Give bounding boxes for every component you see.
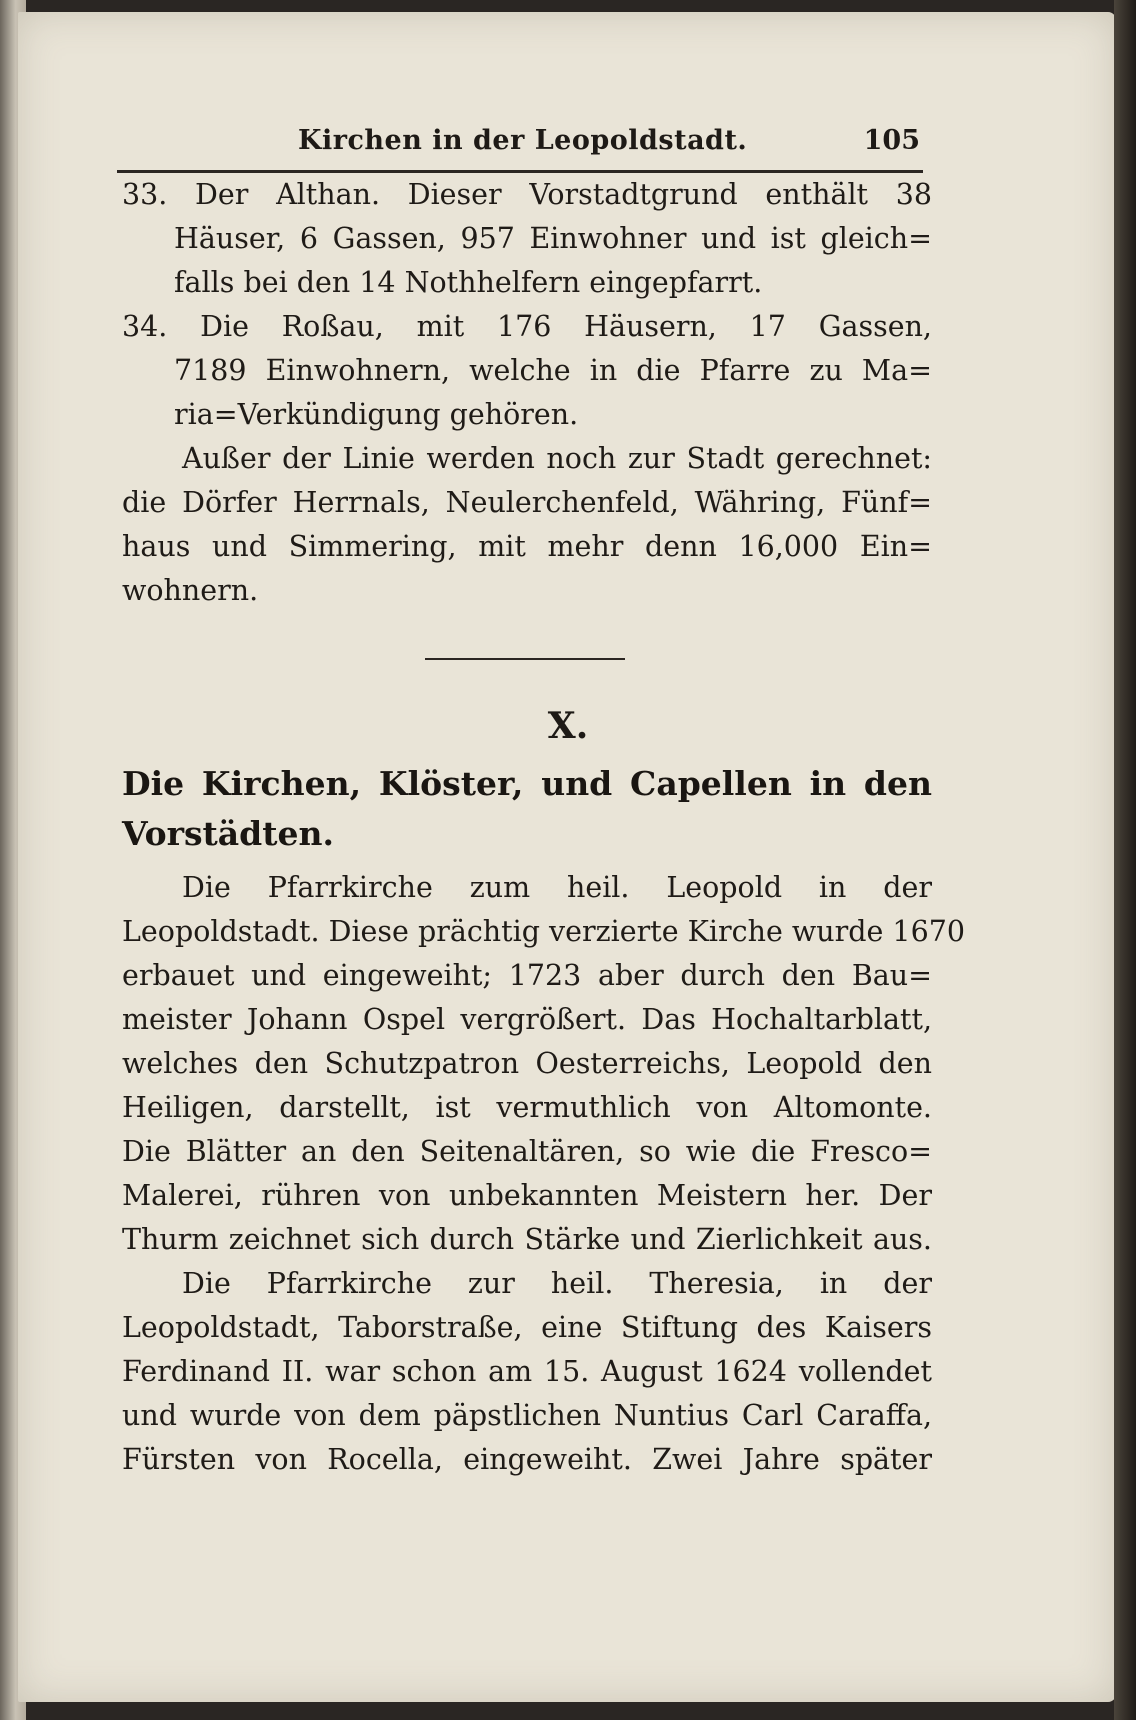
body-line-7: Die Blätter an den Seitenaltären, so wie die Fresco= — [122, 1135, 932, 1168]
text-line-2: Häuser, 6 Gassen, 957 Einwohner und ist gleich= — [174, 222, 932, 255]
page-edge-right — [1114, 0, 1136, 1720]
text-line-10: wohnern. — [122, 574, 259, 607]
text-line-8: die Dörfer Herrnals, Neulerchenfeld, Währing, Fünf= — [122, 486, 932, 519]
section-separator — [425, 658, 625, 660]
body-line-12: Ferdinand II. war schon am 15. August 1624 vollendet — [122, 1355, 932, 1388]
text-line-6: ria=Verkündigung gehören. — [174, 398, 579, 431]
text-line-9: haus und Simmering, mit mehr denn 16,000 Ein= — [122, 530, 932, 563]
running-head-title: Kirchen in der Leopoldstadt. — [298, 125, 748, 156]
running-head — [120, 125, 920, 165]
body-line-8: Malerei, rühren von unbekannten Meistern her. Der — [122, 1179, 932, 1212]
body-line-1: Die Pfarrkirche zum heil. Leopold in der — [182, 871, 932, 904]
body-line-2: Leopoldstadt. Diese prächtig verzierte Kirche wurde 1670 — [122, 915, 965, 948]
text-line-3: falls bei den 14 Nothhelfern eingepfarrt. — [174, 266, 763, 299]
text-line-1: 33. Der Althan. Dieser Vorstadtgrund enthält 38 — [122, 178, 932, 211]
body-line-13: und wurde von dem päpstlichen Nuntius Carl Caraffa, — [122, 1399, 932, 1432]
body-line-9: Thurm zeichnet sich durch Stärke und Zierlichkeit aus. — [122, 1223, 932, 1256]
body-line-10: Die Pfarrkirche zur heil. Theresia, in der — [182, 1267, 932, 1300]
text-line-4: 34. Die Roßau, mit 176 Häusern, 17 Gassen, — [122, 310, 932, 343]
text-line-5: 7189 Einwohnern, welche in die Pfarre zu Ma= — [174, 354, 932, 387]
body-line-3: erbauet und eingeweiht; 1723 aber durch den Bau= — [122, 959, 932, 992]
body-line-11: Leopoldstadt, Taborstraße, eine Stiftung des Kaisers — [122, 1311, 932, 1344]
section-heading-line-2: Vorstädten. — [122, 814, 334, 853]
body-line-6: Heiligen, darstellt, ist vermuthlich von Altomonte. — [122, 1091, 932, 1124]
section-heading-line-1: Die Kirchen, Klöster, und Capellen in den — [122, 764, 932, 803]
body-line-4: meister Johann Ospel vergrößert. Das Hochaltarblatt, — [122, 1003, 932, 1036]
text-line-7: Außer der Linie werden noch zur Stadt gerechnet: — [182, 442, 932, 475]
section-numeral: X. — [547, 705, 589, 747]
page-number: 105 — [863, 125, 920, 156]
body-line-14: Fürsten von Rocella, eingeweiht. Zwei Jahre später — [122, 1443, 932, 1476]
body-line-5: welches den Schutzpatron Oesterreichs, Leopold den — [122, 1047, 932, 1080]
